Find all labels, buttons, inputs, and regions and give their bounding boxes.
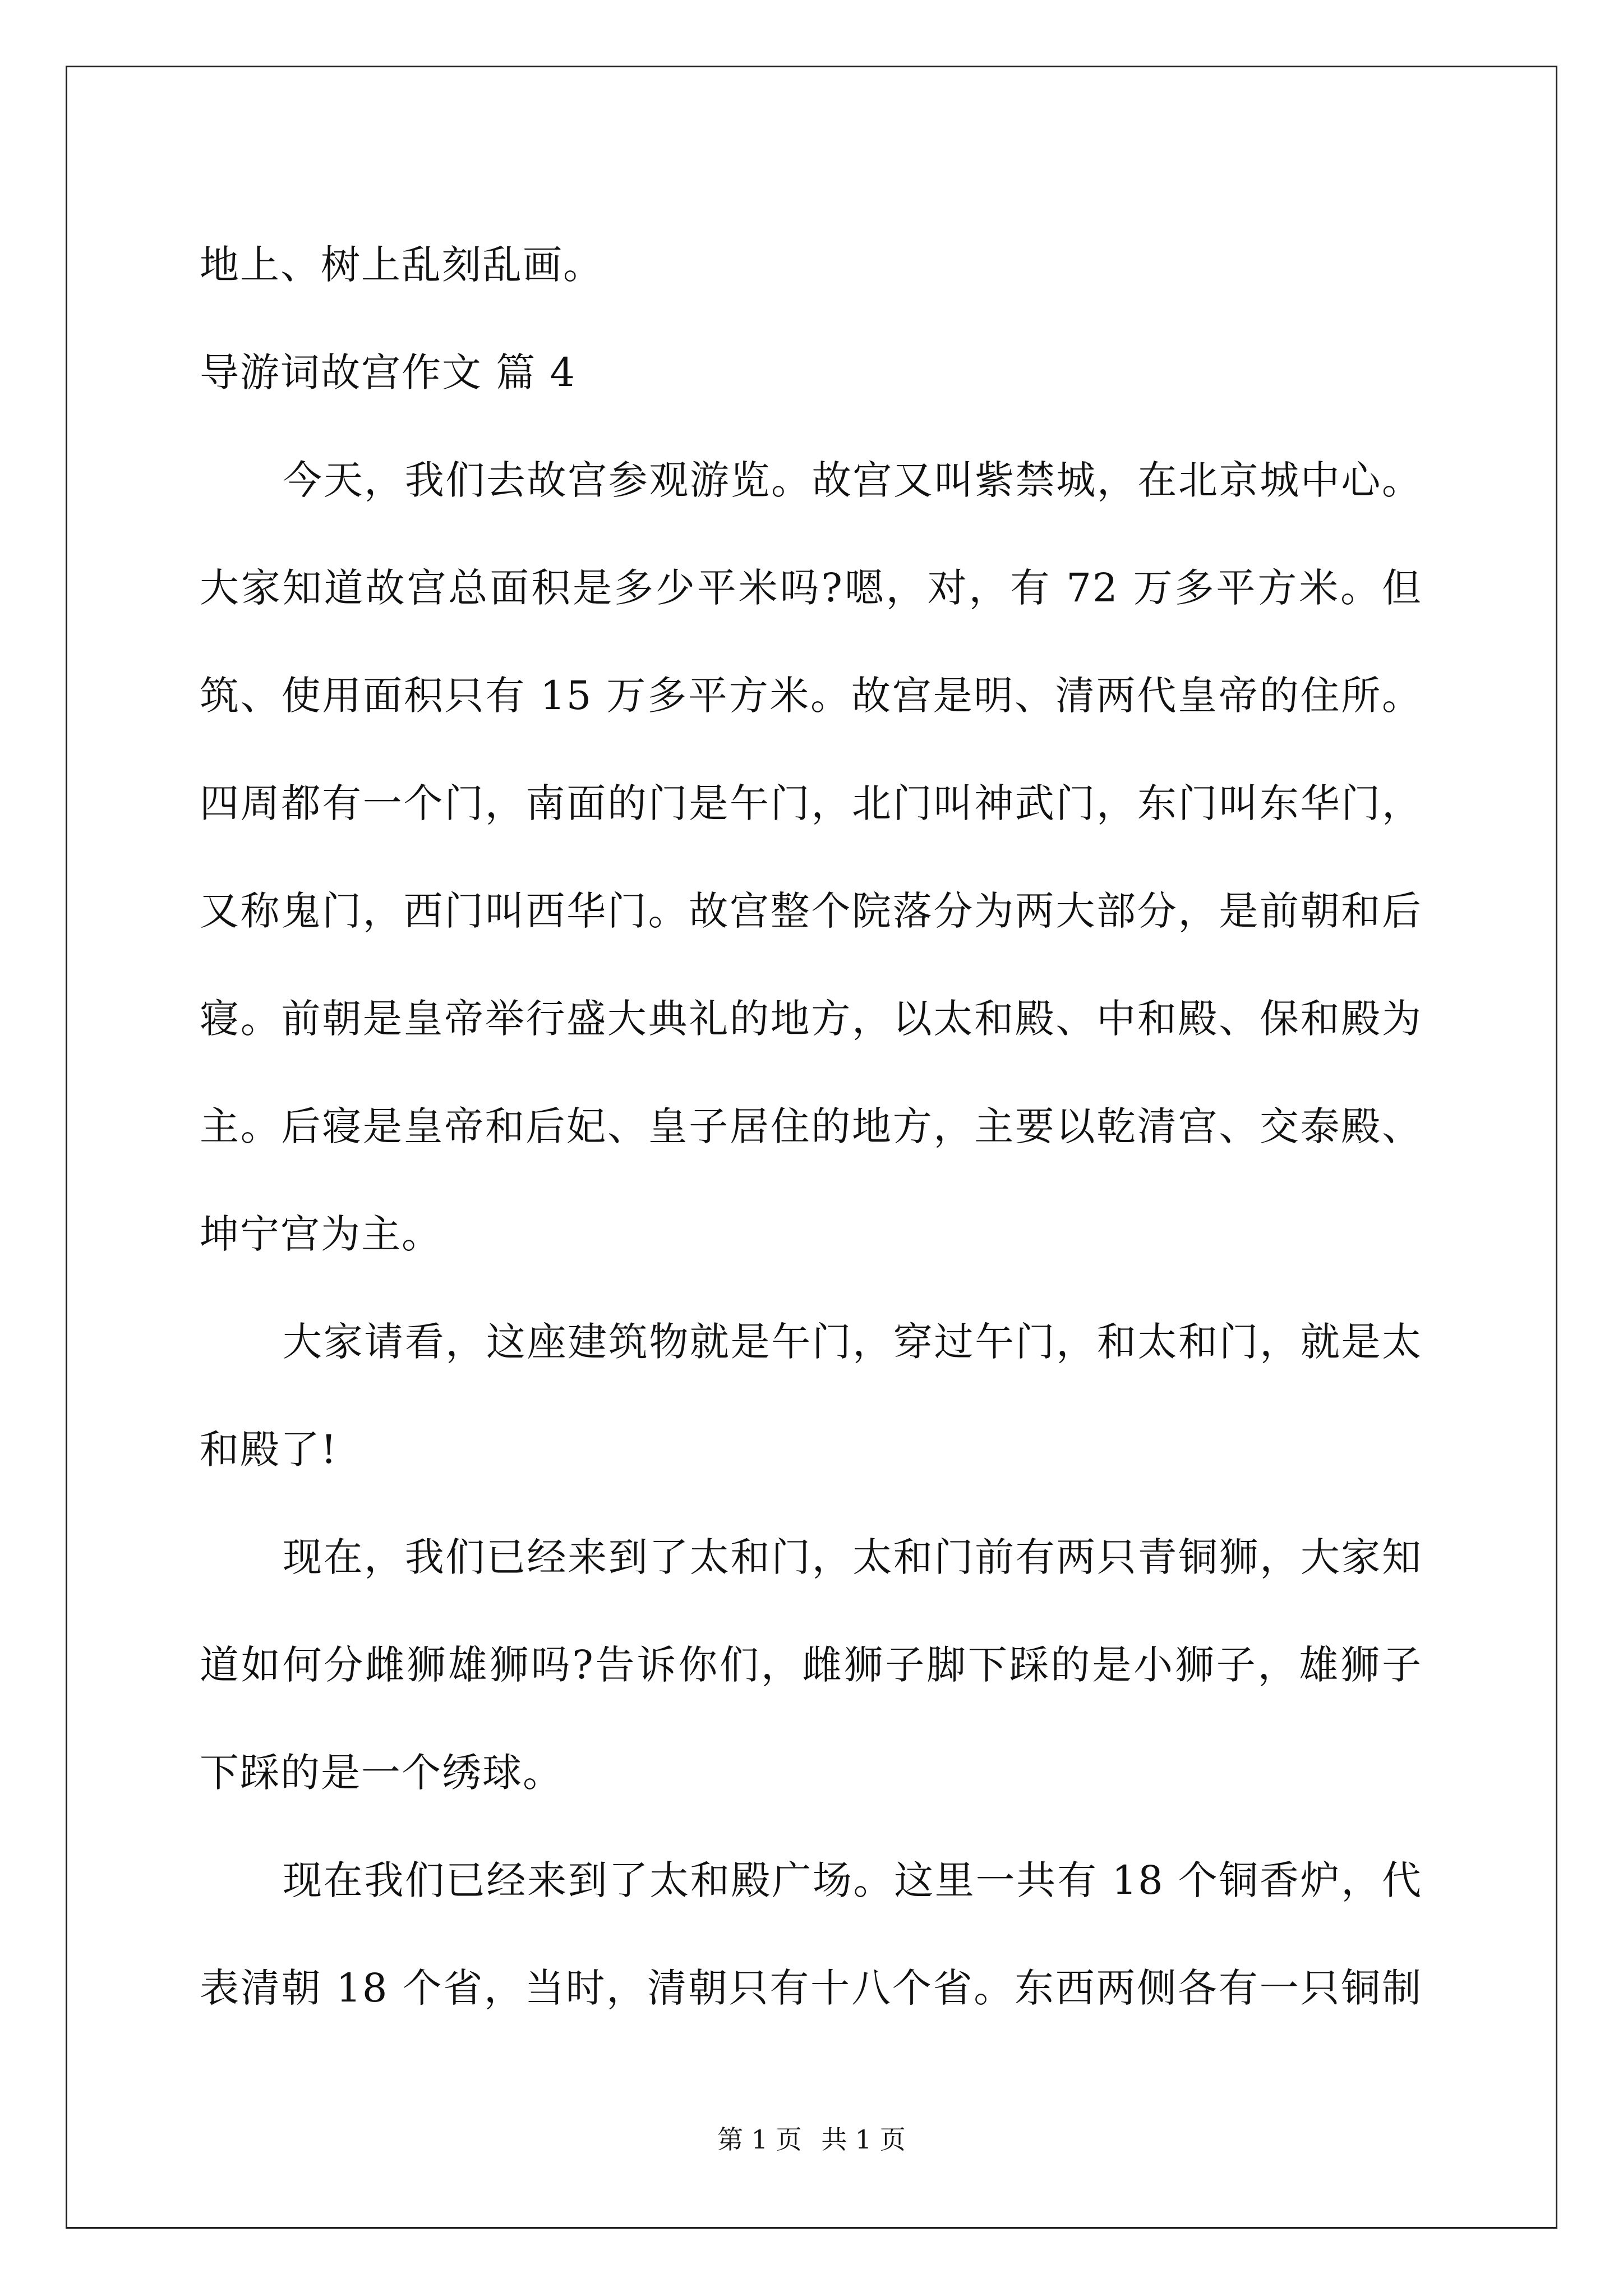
text-line: 现在我们已经来到了太和殿广场。这里一共有 18 个铜香炉，代 (283, 1857, 1422, 1903)
text-line: 寝。前朝是皇帝举行盛大典礼的地方，以太和殿、中和殿、保和殿为 (200, 996, 1422, 1042)
page-total: 共 1 页 (821, 2124, 906, 2155)
section-heading: 导游词故宫作文 篇 4 (200, 349, 577, 395)
text-line: 又称鬼门，西门叫西华门。故宫整个院落分为两大部分，是前朝和后 (200, 888, 1422, 934)
document-body (200, 211, 1422, 2042)
text-line: 坤宁宫为主。 (200, 1211, 442, 1257)
text-line: 筑、使用面积只有 15 万多平方米。故宫是明、清两代皇帝的住所。 (200, 673, 1422, 719)
text-line: 表清朝 18 个省，当时，清朝只有十八个省。东西两侧各有一只铜制 (200, 1965, 1422, 2011)
text-line: 和殿了! (200, 1427, 338, 1473)
page-footer (0, 2119, 1623, 2156)
text-line: 现在，我们已经来到了太和门，太和门前有两只青铜狮，大家知 (283, 1534, 1422, 1580)
page-number: 第 1 页 (717, 2124, 802, 2155)
text-line: 下踩的是一个绣球。 (200, 1750, 563, 1796)
text-line: 四周都有一个门，南面的门是午门，北门叫神武门，东门叫东华门， (200, 780, 1422, 826)
text-line: 主。后寝是皇帝和后妃、皇子居住的地方，主要以乾清宫、交泰殿、 (200, 1103, 1422, 1149)
text-line: 道如何分雌狮雄狮吗?告诉你们，雌狮子脚下踩的是小狮子，雄狮子 (200, 1642, 1422, 1688)
text-line: 大家知道故宫总面积是多少平米吗?嗯，对，有 72 万多平方米。但 (200, 565, 1422, 611)
text-line: 大家请看，这座建筑物就是午门，穿过午门，和太和门，就是太 (283, 1319, 1422, 1365)
text-line: 地上、树上乱刻乱画。 (200, 242, 603, 288)
text-line: 今天，我们去故宫参观游览。故宫又叫紫禁城，在北京城中心。 (283, 457, 1422, 503)
